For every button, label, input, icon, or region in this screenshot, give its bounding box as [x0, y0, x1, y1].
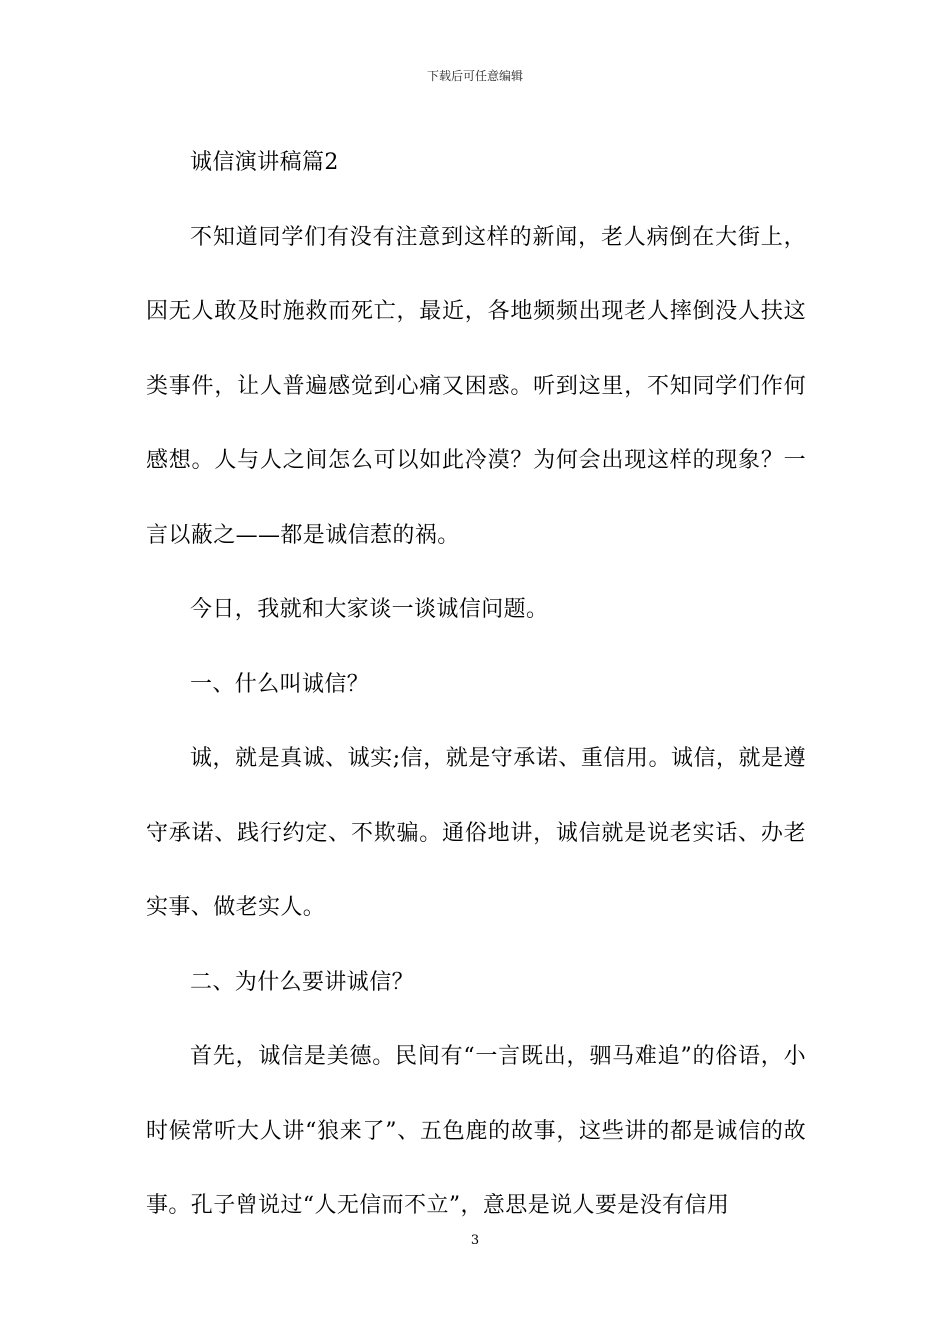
section-heading: 二、为什么要讲诚信？ [190, 969, 415, 995]
page-number: 3 [470, 1233, 480, 1248]
paragraph: 诚，就是真诚、诚实;信，就是守承诺、重信用。诚信，就是遵守承诺、践行约定、不欺骗。通俗地讲，诚信就是说老实话、办老实事、做老实人。 [146, 746, 806, 920]
paragraph: 首先，诚信是美德。民间有“一言既出，驷马难追”的俗语，小时候常听大人讲“狼来了”、五色鹿的故事，这些讲的都是诚信的故事。孔子曾说过“人无信而不立”，意思是说人要是没有信用 [146, 1044, 806, 1218]
page-header-note: 下载后可任意编辑 [426, 69, 523, 83]
paragraph: 今日，我就和大家谈一谈诚信问题。 [190, 597, 549, 622]
document-body [146, 126, 806, 1244]
section-title: 诚信演讲稿篇2 [190, 150, 339, 175]
paragraph: 不知道同学们有没有注意到这样的新闻，老人病倒在大街上，因无人敢及时施救而死亡，最近，各地频频出现老人摔倒没人扶这类事件，让人普遍感觉到心痛又困惑。听到这里，不知同学们作何感想。人与人之间怎么可以如此冷漠？为何会出现这样的现象？一言以蔽之——都是诚信惹的祸。 [146, 224, 806, 548]
section-heading: 一、什么叫诚信？ [190, 671, 370, 697]
